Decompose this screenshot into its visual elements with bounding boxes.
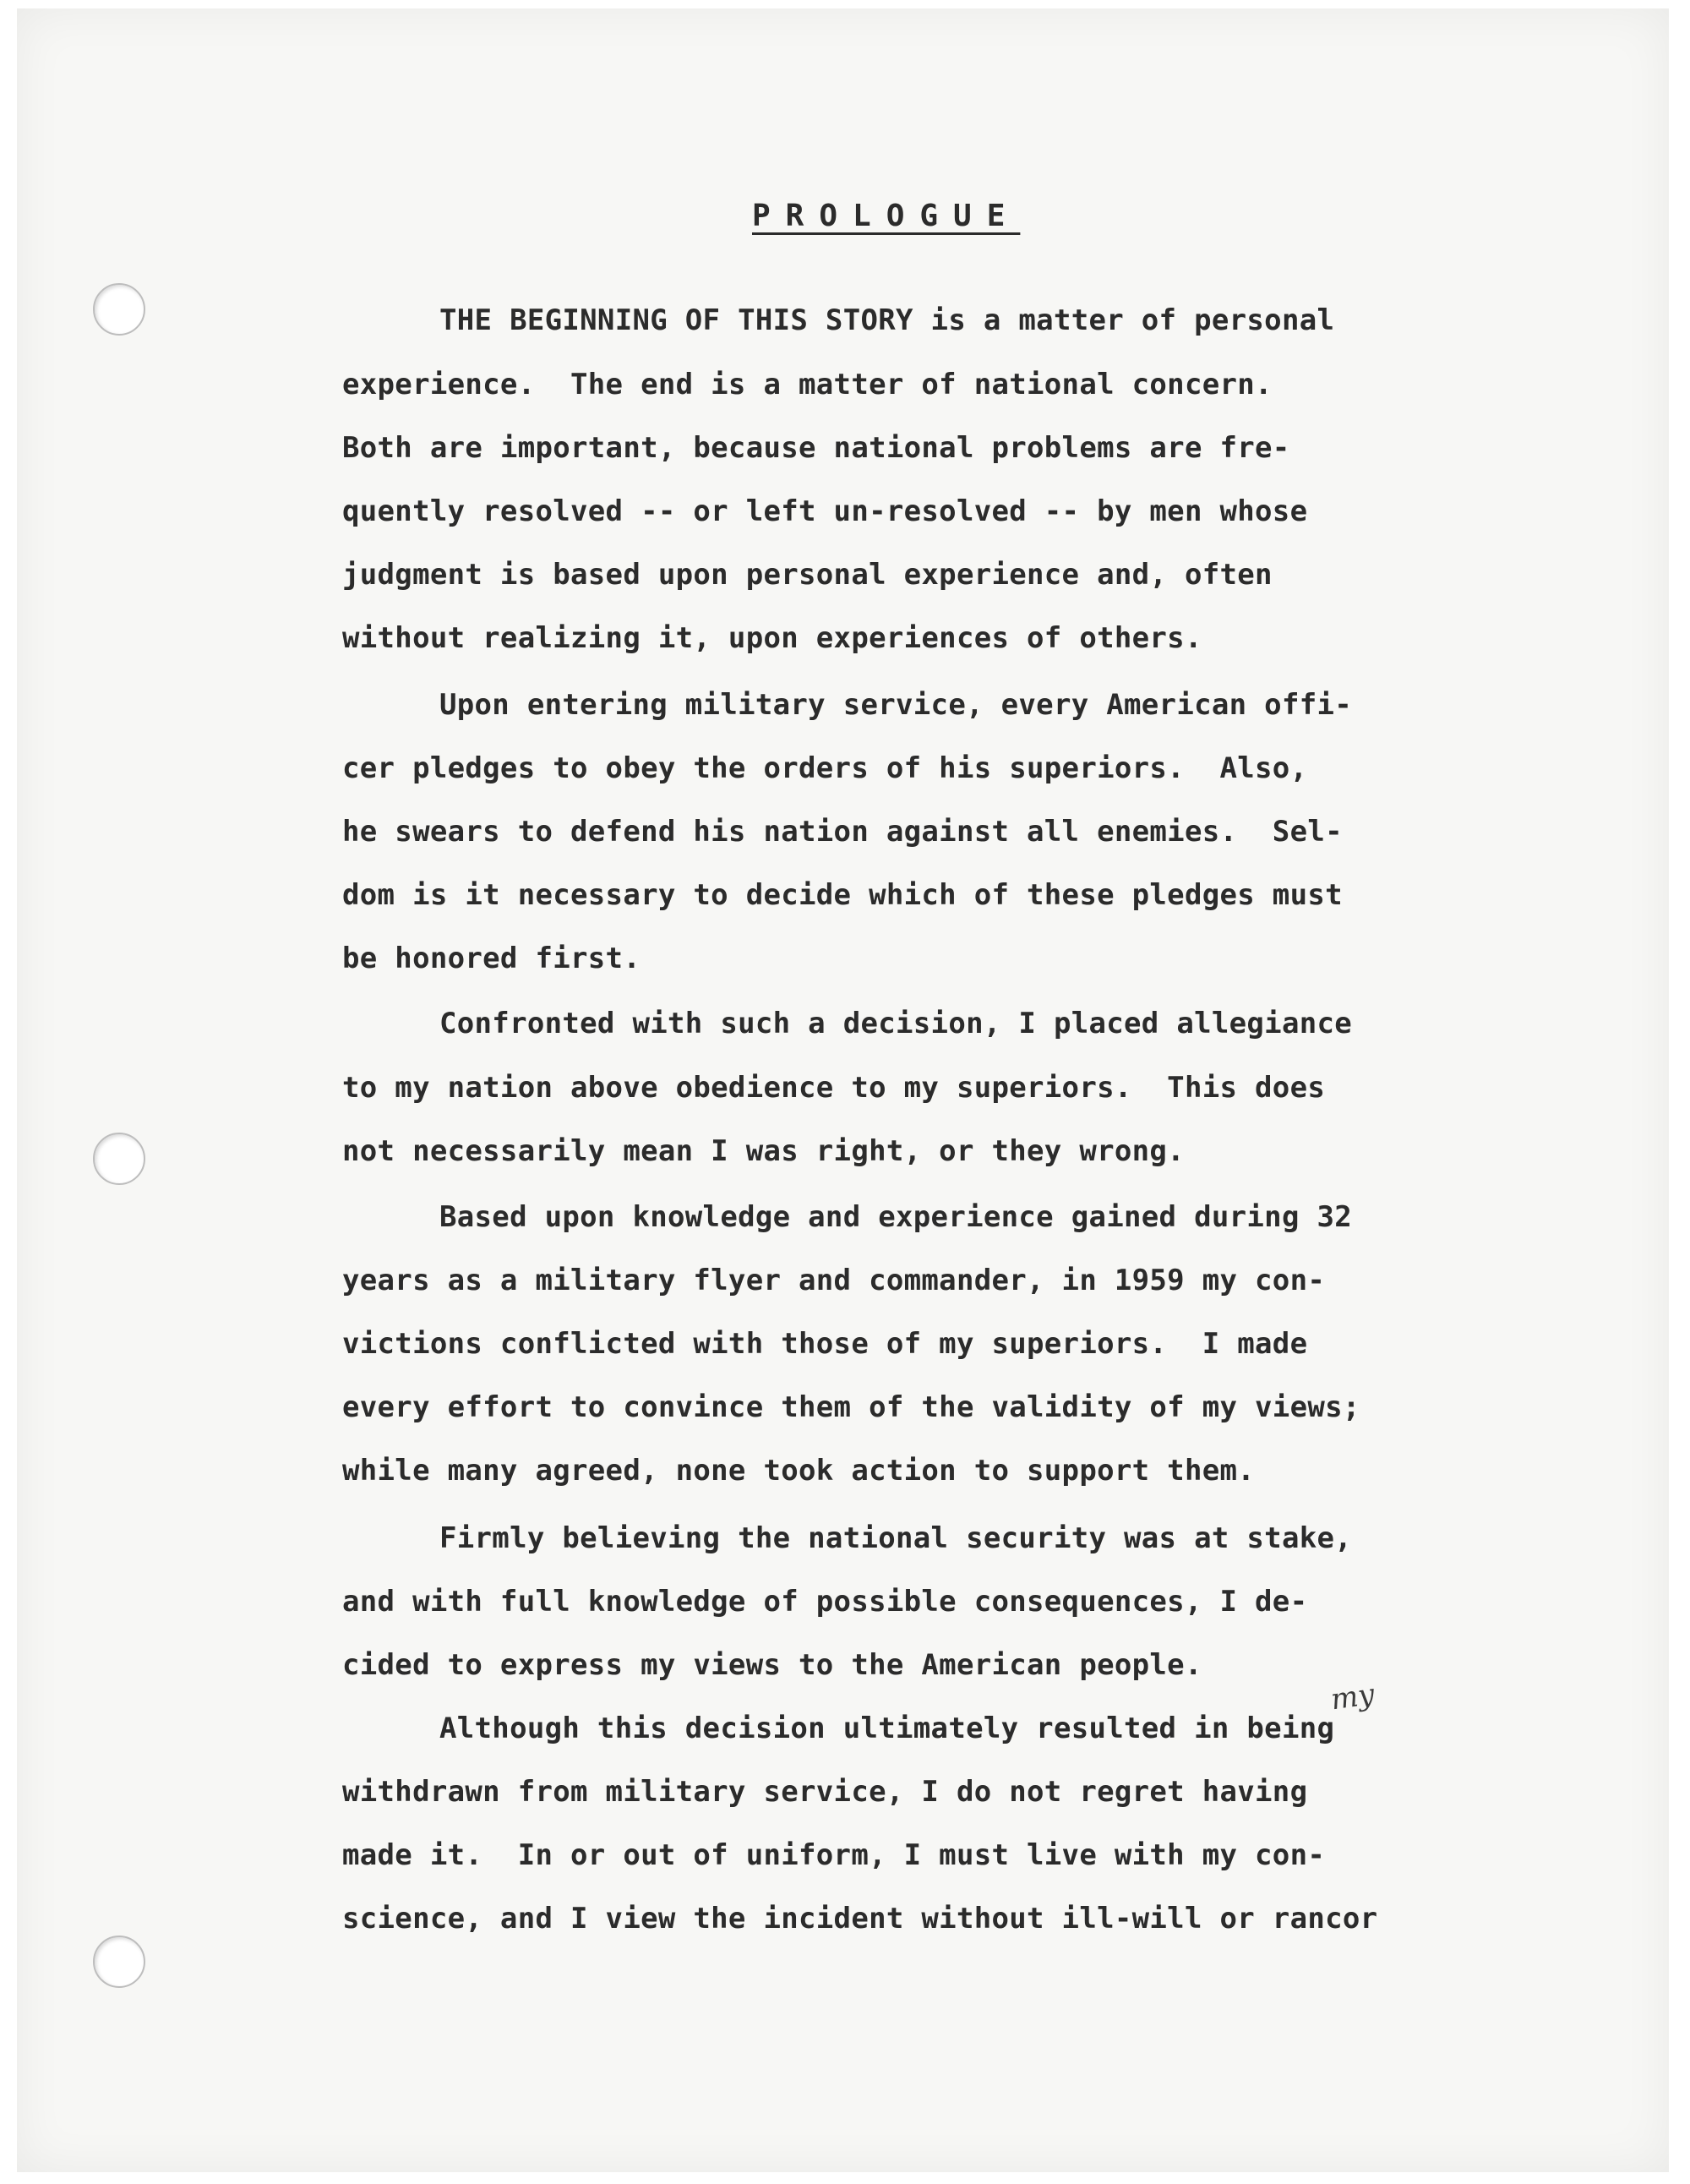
handwritten-annotation: my <box>1328 1677 1377 1717</box>
text-line: quently resolved -- or left un-resolved -- by men whose <box>342 494 1308 528</box>
text-line: cided to express my views to the American people. <box>342 1648 1202 1682</box>
text-line: Confronted with such a decision, I placed allegiance <box>439 1007 1353 1040</box>
text-line: he swears to defend his nation against all enemies. Sel- <box>342 815 1343 849</box>
text-line: cer pledges to obey the orders of his superiors. Also, <box>342 751 1308 785</box>
text-line: Firmly believing the national security was at stake, <box>439 1521 1353 1555</box>
text-line: THE BEGINNING OF THIS STORY is a matter of personal <box>439 303 1335 337</box>
text-line: judgment is based upon personal experience and, often <box>342 558 1273 592</box>
typewritten-page <box>17 8 1669 2172</box>
text-line: not necessarily mean I was right, or they wrong. <box>342 1134 1185 1168</box>
punch-hole-top <box>93 283 145 336</box>
text-line: be honored first. <box>342 942 641 975</box>
text-line: withdrawn from military service, I do not regret having <box>342 1775 1308 1809</box>
text-line: Both are important, because national problems are fre- <box>342 431 1290 465</box>
page-title: PROLOGUE <box>752 199 1021 233</box>
text-line: every effort to convince them of the validity of my views; <box>342 1390 1360 1424</box>
text-line: Based upon knowledge and experience gained during 32 <box>439 1200 1353 1234</box>
text-line: experience. The end is a matter of national concern. <box>342 368 1273 401</box>
punch-hole-bottom <box>93 1936 145 1988</box>
text-line: victions conflicted with those of my superiors. I made <box>342 1327 1308 1361</box>
text-line: Although this decision ultimately resulted in being <box>439 1712 1335 1745</box>
text-line: made it. In or out of uniform, I must live with my con- <box>342 1838 1326 1872</box>
text-line: dom is it necessary to decide which of these pledges must <box>342 878 1343 912</box>
text-line: science, and I view the incident without ill-will or rancor <box>342 1902 1378 1936</box>
punch-hole-middle <box>93 1133 145 1185</box>
text-line: without realizing it, upon experiences of others. <box>342 621 1202 655</box>
text-line: Upon entering military service, every American offi- <box>439 688 1353 722</box>
text-line: to my nation above obedience to my superiors. This does <box>342 1071 1326 1105</box>
text-line: while many agreed, none took action to support them. <box>342 1454 1256 1488</box>
text-line: years as a military flyer and commander, in 1959 my con- <box>342 1264 1326 1297</box>
text-line: and with full knowledge of possible consequences, I de- <box>342 1585 1308 1619</box>
